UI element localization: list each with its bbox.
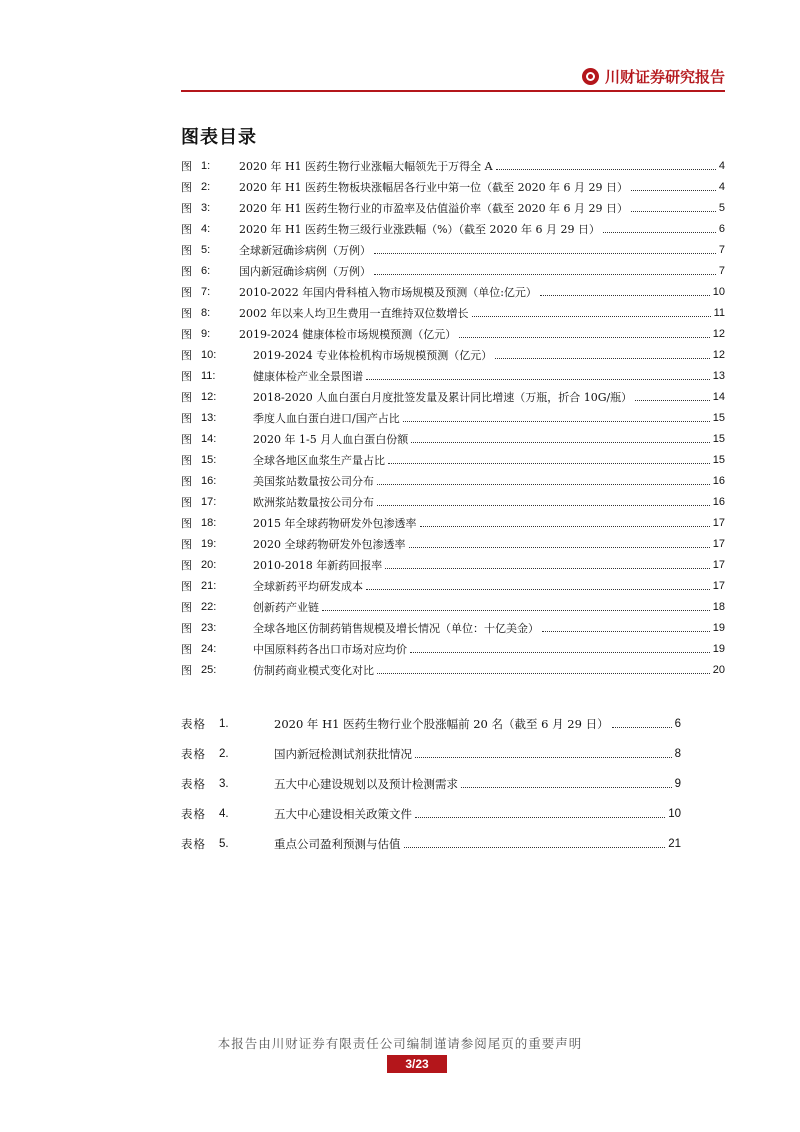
figure-title: 2019-2024 健康体检市场规模预测（亿元） xyxy=(239,327,457,341)
toc-figure-entry[interactable] xyxy=(181,155,725,176)
figure-page-number: 7 xyxy=(718,264,725,277)
figure-page-number: 4 xyxy=(718,159,725,172)
toc-table-entry[interactable] xyxy=(181,709,681,739)
table-page-number: 10 xyxy=(668,808,681,820)
figure-page-number: 15 xyxy=(712,411,725,424)
figure-page-number: 6 xyxy=(718,222,725,235)
toc-figure-entry[interactable] xyxy=(181,470,725,491)
figure-prefix: 图 xyxy=(181,516,192,530)
table-page-number: 21 xyxy=(668,838,681,850)
brand xyxy=(582,66,725,87)
figure-page-number: 19 xyxy=(712,642,725,655)
figure-page-number: 15 xyxy=(712,453,725,466)
dot-leader xyxy=(496,168,716,170)
figure-prefix: 图 xyxy=(181,537,192,551)
dot-leader xyxy=(420,525,710,527)
dot-leader xyxy=(411,441,710,443)
figure-number: 13: xyxy=(201,411,217,424)
figure-number: 20: xyxy=(201,558,217,571)
toc-figure-entry[interactable] xyxy=(181,197,725,218)
figure-page-number: 17 xyxy=(712,579,725,592)
page-indicator: 3/23 xyxy=(387,1055,447,1073)
figure-prefix: 图 xyxy=(181,369,192,383)
figure-prefix: 图 xyxy=(181,579,192,593)
figure-prefix: 图 xyxy=(181,474,192,488)
figure-page-number: 4 xyxy=(718,180,725,193)
table-title: 国内新冠检测试剂获批情况 xyxy=(274,747,412,761)
toc-figure-entry[interactable] xyxy=(181,596,725,617)
toc-figure-entry[interactable] xyxy=(181,239,725,260)
figure-page-number: 7 xyxy=(718,243,725,256)
figure-prefix: 图 xyxy=(181,390,192,404)
table-number: 4. xyxy=(219,808,229,820)
figure-page-number: 20 xyxy=(712,663,725,676)
figure-number: 2: xyxy=(201,180,211,193)
figure-page-number: 17 xyxy=(712,558,725,571)
figure-list xyxy=(181,155,725,680)
figure-prefix: 图 xyxy=(181,600,192,614)
dot-leader xyxy=(409,546,710,548)
figure-page-number: 18 xyxy=(712,600,725,613)
dot-leader xyxy=(495,357,710,359)
dot-leader xyxy=(603,231,716,233)
figure-number: 23: xyxy=(201,621,217,634)
figure-page-number: 5 xyxy=(718,201,725,214)
figure-prefix: 图 xyxy=(181,222,192,236)
toc-table-entry[interactable] xyxy=(181,829,681,859)
figure-number: 19: xyxy=(201,537,217,550)
figure-prefix: 图 xyxy=(181,285,192,299)
header-divider xyxy=(181,90,725,92)
toc-figure-entry[interactable] xyxy=(181,554,725,575)
figure-title: 2018-2020 人血白蛋白月度批签发量及累计同比增速（万瓶，折合 10G/瓶） xyxy=(253,390,633,404)
figure-page-number: 13 xyxy=(712,369,725,382)
toc-figure-entry[interactable] xyxy=(181,302,725,323)
toc-title: 图表目录 xyxy=(181,127,257,148)
figure-number: 25: xyxy=(201,663,217,676)
figure-title: 全球各地区仿制药销售规模及增长情况（单位：十亿美金） xyxy=(253,621,539,635)
table-prefix: 表格 xyxy=(181,837,206,851)
toc-figure-entry[interactable] xyxy=(181,659,725,680)
table-page-number: 9 xyxy=(674,778,681,790)
dot-leader xyxy=(635,399,710,401)
toc-figure-entry[interactable] xyxy=(181,386,725,407)
figure-page-number: 16 xyxy=(712,474,725,487)
figure-title: 全球各地区血浆生产量占比 xyxy=(253,453,385,467)
figure-title: 欧洲浆站数量按公司分布 xyxy=(253,495,374,509)
figure-prefix: 图 xyxy=(181,264,192,278)
figure-prefix: 图 xyxy=(181,642,192,656)
figure-title: 中国原料药各出口市场对应均价 xyxy=(253,642,407,656)
figure-prefix: 图 xyxy=(181,348,192,362)
toc-table-entry[interactable] xyxy=(181,769,681,799)
toc-figure-entry[interactable] xyxy=(181,176,725,197)
figure-number: 15: xyxy=(201,453,217,466)
toc-figure-entry[interactable] xyxy=(181,218,725,239)
figure-prefix: 图 xyxy=(181,411,192,425)
report-header xyxy=(181,62,725,90)
figure-title: 全球新药平均研发成本 xyxy=(253,579,363,593)
figure-title: 2010-2018 年新药回报率 xyxy=(253,558,383,572)
figure-number: 21: xyxy=(201,579,217,592)
toc-figure-entry[interactable] xyxy=(181,491,725,512)
figure-number: 11: xyxy=(201,369,216,382)
table-page-number: 6 xyxy=(674,718,681,730)
dot-leader xyxy=(374,273,716,275)
figure-title: 全球新冠确诊病例（万例） xyxy=(239,243,371,257)
figure-prefix: 图 xyxy=(181,159,192,173)
toc-figure-entry[interactable] xyxy=(181,617,725,638)
figure-page-number: 15 xyxy=(712,432,725,445)
figure-title: 国内新冠确诊病例（万例） xyxy=(239,264,371,278)
chuancai-logo-icon xyxy=(582,68,599,85)
figure-prefix: 图 xyxy=(181,495,192,509)
dot-leader xyxy=(385,567,710,569)
table-title: 2020 年 H1 医药生物行业个股涨幅前 20 名（截至 6 月 29 日） xyxy=(274,717,609,731)
figure-title: 2020 年 H1 医药生物行业的市盈率及估值溢价率（截至 2020 年 6 月 29 日） xyxy=(239,201,629,215)
figure-title: 健康体检产业全景图谱 xyxy=(253,369,363,383)
figure-number: 22: xyxy=(201,600,217,613)
table-number: 5. xyxy=(219,838,229,850)
figure-number: 17: xyxy=(201,495,217,508)
figure-title: 2020 年 1-5 月人血白蛋白份额 xyxy=(253,432,409,446)
table-title: 五大中心建设规划以及预计检测需求 xyxy=(274,777,458,791)
table-number: 2. xyxy=(219,748,229,760)
figure-prefix: 图 xyxy=(181,558,192,572)
figure-title: 美国浆站数量按公司分布 xyxy=(253,474,374,488)
dot-leader xyxy=(415,816,665,818)
figure-title: 创新药产业链 xyxy=(253,600,319,614)
toc-figure-entry[interactable] xyxy=(181,512,725,533)
figure-number: 4: xyxy=(201,222,211,235)
dot-leader xyxy=(631,189,716,191)
figure-page-number: 19 xyxy=(712,621,725,634)
toc-figure-entry[interactable] xyxy=(181,575,725,596)
toc-figure-entry[interactable] xyxy=(181,281,725,302)
dot-leader xyxy=(410,651,710,653)
figure-prefix: 图 xyxy=(181,453,192,467)
figure-prefix: 图 xyxy=(181,201,192,215)
figure-title: 2020 年 H1 医药生物三级行业涨跌幅（%）（截至 2020 年 6 月 29 日） xyxy=(239,222,600,236)
dot-leader xyxy=(377,672,710,674)
footer-disclaimer: 本报告由川财证券有限责任公司编制谨请参阅尾页的重要声明 xyxy=(217,1036,583,1051)
dot-leader xyxy=(374,252,716,254)
dot-leader xyxy=(366,378,710,380)
table-number: 3. xyxy=(219,778,229,790)
dot-leader xyxy=(461,786,672,788)
figure-title: 仿制药商业模式变化对比 xyxy=(253,663,374,677)
figure-number: 14: xyxy=(201,432,217,445)
figure-number: 1: xyxy=(201,159,211,172)
figure-prefix: 图 xyxy=(181,327,192,341)
figure-number: 5: xyxy=(201,243,211,256)
toc-figure-entry[interactable] xyxy=(181,449,725,470)
figure-prefix: 图 xyxy=(181,663,192,677)
figure-title: 2010-2022 年国内骨科植入物市场规模及预测（单位:亿元） xyxy=(239,285,537,299)
table-title: 重点公司盈利预测与估值 xyxy=(274,837,401,851)
table-number: 1. xyxy=(219,718,229,730)
figure-number: 8: xyxy=(201,306,211,319)
dot-leader xyxy=(322,609,710,611)
figure-number: 12: xyxy=(201,390,217,403)
figure-prefix: 图 xyxy=(181,243,192,257)
dot-leader xyxy=(542,630,710,632)
table-prefix: 表格 xyxy=(181,717,206,731)
figure-prefix: 图 xyxy=(181,180,192,194)
figure-number: 18: xyxy=(201,516,217,529)
figure-title: 2019-2024 专业体检机构市场规模预测（亿元） xyxy=(253,348,493,362)
dot-leader xyxy=(403,420,710,422)
toc-figure-entry[interactable] xyxy=(181,344,725,365)
figure-page-number: 17 xyxy=(712,537,725,550)
figure-page-number: 16 xyxy=(712,495,725,508)
dot-leader xyxy=(377,483,710,485)
figure-title: 2020 全球药物研发外包渗透率 xyxy=(253,537,406,551)
dot-leader xyxy=(366,588,710,590)
figure-title: 2020 年 H1 医药生物板块涨幅居各行业中第一位（截至 2020 年 6 月 29 日） xyxy=(239,180,629,194)
figure-number: 6: xyxy=(201,264,211,277)
toc-figure-entry[interactable] xyxy=(181,365,725,386)
figure-page-number: 14 xyxy=(712,390,725,403)
dot-leader xyxy=(415,756,672,758)
figure-number: 16: xyxy=(201,474,217,487)
figure-page-number: 11 xyxy=(713,306,725,319)
figure-prefix: 图 xyxy=(181,432,192,446)
toc-figure-entry[interactable] xyxy=(181,407,725,428)
figure-number: 10: xyxy=(201,348,217,361)
figure-title: 2020 年 H1 医药生物行业涨幅大幅领先于万得全 A xyxy=(239,159,493,173)
dot-leader xyxy=(404,846,666,848)
figure-number: 7: xyxy=(201,285,211,298)
table-prefix: 表格 xyxy=(181,747,206,761)
table-prefix: 表格 xyxy=(181,777,206,791)
figure-number: 24: xyxy=(201,642,217,655)
figure-title: 2002 年以来人均卫生费用一直维持双位数增长 xyxy=(239,306,469,320)
figure-prefix: 图 xyxy=(181,621,192,635)
toc-figure-entry[interactable] xyxy=(181,638,725,659)
dot-leader xyxy=(540,294,710,296)
dot-leader xyxy=(612,726,672,728)
figure-page-number: 12 xyxy=(712,327,725,340)
toc-figure-entry[interactable] xyxy=(181,533,725,554)
dot-leader xyxy=(631,210,716,212)
figure-number: 3: xyxy=(201,201,211,214)
dot-leader xyxy=(459,336,710,338)
figure-title: 2015 年全球药物研发外包渗透率 xyxy=(253,516,417,530)
figure-page-number: 17 xyxy=(712,516,725,529)
dot-leader xyxy=(377,504,710,506)
table-page-number: 8 xyxy=(674,748,681,760)
table-prefix: 表格 xyxy=(181,807,206,821)
figure-title: 季度人血白蛋白进口/国产占比 xyxy=(253,411,400,425)
figure-page-number: 10 xyxy=(712,285,725,298)
dot-leader xyxy=(472,315,711,317)
toc-figure-entry[interactable] xyxy=(181,323,725,344)
table-list xyxy=(181,709,681,859)
figure-prefix: 图 xyxy=(181,306,192,320)
brand-name: 川财证券研究报告 xyxy=(604,68,725,86)
table-title: 五大中心建设相关政策文件 xyxy=(274,807,412,821)
toc-figure-entry[interactable] xyxy=(181,428,725,449)
toc-table-entry[interactable] xyxy=(181,739,681,769)
figure-number: 9: xyxy=(201,327,211,340)
toc-figure-entry[interactable] xyxy=(181,260,725,281)
figure-page-number: 12 xyxy=(712,348,725,361)
toc-table-entry[interactable] xyxy=(181,799,681,829)
dot-leader xyxy=(388,462,710,464)
